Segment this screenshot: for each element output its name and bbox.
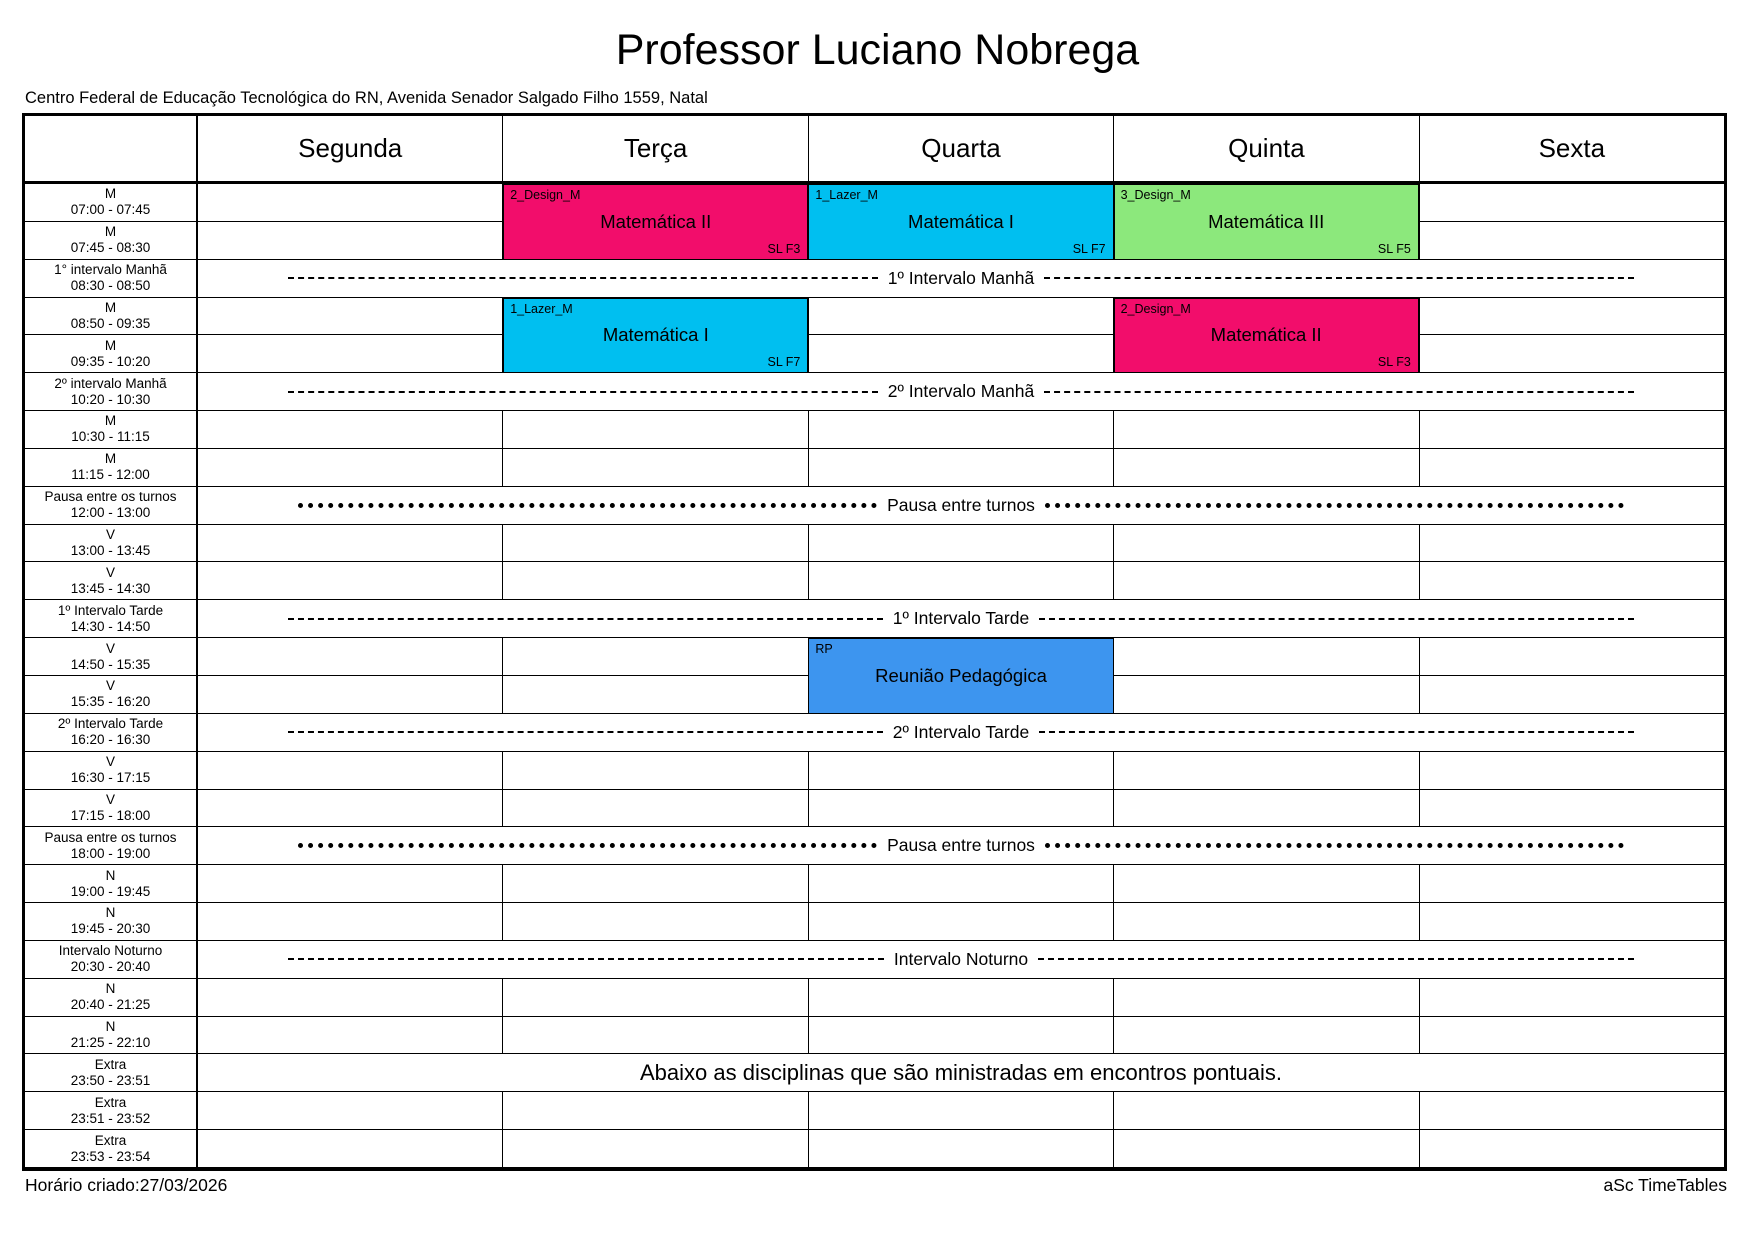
period-time: 10:20 - 10:30 <box>70 391 151 407</box>
leader-line <box>298 843 877 848</box>
time-cell <box>25 487 198 524</box>
interval-band <box>198 827 1724 864</box>
leader-line <box>288 391 878 393</box>
time-cell <box>25 600 198 637</box>
period-label: M <box>104 337 117 353</box>
cell-sexta <box>1420 411 1724 448</box>
lesson-block-matemática-ii <box>1114 298 1419 374</box>
time-cell <box>25 865 198 902</box>
room-label: SL F3 <box>1377 355 1411 370</box>
period-time: 16:20 - 16:30 <box>70 732 151 748</box>
cell-quinta <box>1114 1092 1419 1129</box>
cell-quinta <box>1114 449 1419 486</box>
day-header-terça: Terça <box>503 116 808 181</box>
timetable-row-11 <box>25 600 1724 638</box>
interval-band <box>198 373 1724 410</box>
cell-terça <box>503 449 808 486</box>
period-label: V <box>105 527 115 543</box>
cell-quarta <box>809 411 1114 448</box>
time-cell <box>25 979 198 1016</box>
cell-quarta <box>809 1130 1114 1167</box>
period-time: 14:50 - 15:35 <box>70 656 151 672</box>
cell-quarta <box>809 525 1114 562</box>
cell-quarta <box>809 562 1114 599</box>
time-cell <box>25 941 198 978</box>
cell-segunda <box>198 979 503 1016</box>
time-cell <box>25 638 198 675</box>
time-cell <box>25 1017 198 1054</box>
subject-name: Reunião Pedagógica <box>875 664 1047 686</box>
time-cell <box>25 827 198 864</box>
timetable-row-7 <box>25 449 1724 487</box>
leader-line <box>1039 618 1634 620</box>
leader-line <box>298 503 877 508</box>
period-time: 13:45 - 14:30 <box>70 580 151 596</box>
timetable-row-10 <box>25 562 1724 600</box>
leader-line <box>1045 843 1624 848</box>
timetable-row-14 <box>25 714 1724 752</box>
subject-name: Matemática III <box>1208 210 1325 232</box>
period-label: 1° intervalo Manhã <box>54 262 167 278</box>
class-group-label: RP <box>815 642 833 657</box>
time-cell <box>25 373 198 410</box>
cell-segunda <box>198 638 503 675</box>
period-label: N <box>105 1018 116 1034</box>
page-footer <box>25 1175 1727 1196</box>
cell-segunda <box>198 411 503 448</box>
lesson-block-matemática-iii <box>1114 184 1419 260</box>
period-time: 12:00 - 13:00 <box>70 505 151 521</box>
cell-terça <box>503 1092 808 1129</box>
day-header-quinta: Quinta <box>1114 116 1419 181</box>
cell-terça <box>503 1130 808 1167</box>
day-header-row <box>25 116 1724 184</box>
day-header-quarta: Quarta <box>809 116 1114 181</box>
cell-terça <box>503 562 808 599</box>
cell-segunda <box>198 222 503 259</box>
period-time: 20:40 - 21:25 <box>70 997 151 1013</box>
period-time: 17:15 - 18:00 <box>70 807 151 823</box>
timetable-row-9 <box>25 525 1724 563</box>
period-label: M <box>104 413 117 429</box>
cell-segunda <box>198 298 503 335</box>
cell-terça <box>503 638 808 675</box>
cell-quarta <box>809 449 1114 486</box>
cell-sexta <box>1420 184 1724 221</box>
period-label: N <box>105 905 116 921</box>
time-cell <box>25 714 198 751</box>
time-cell <box>25 1054 198 1091</box>
period-time: 19:00 - 19:45 <box>70 883 151 899</box>
period-time: 08:30 - 08:50 <box>70 278 151 294</box>
timetable-row-3 <box>25 298 1724 336</box>
time-cell <box>25 562 198 599</box>
time-cell <box>25 411 198 448</box>
cell-segunda <box>198 525 503 562</box>
cell-quinta <box>1114 411 1419 448</box>
period-time: 23:50 - 23:51 <box>70 1072 151 1088</box>
cell-terça <box>503 790 808 827</box>
subject-name: Matemática II <box>1210 324 1322 346</box>
timetable-row-24 <box>25 1092 1724 1130</box>
class-group-label: 2_Design_M <box>1120 301 1191 316</box>
cell-segunda <box>198 865 503 902</box>
cell-quarta <box>809 903 1114 940</box>
period-time: 18:00 - 19:00 <box>70 845 151 861</box>
room-label: SL F5 <box>1377 241 1411 256</box>
cell-sexta <box>1420 335 1724 372</box>
cell-segunda <box>198 562 503 599</box>
cell-quinta <box>1114 752 1419 789</box>
period-time: 07:45 - 08:30 <box>70 240 151 256</box>
cell-sexta <box>1420 865 1724 902</box>
class-group-label: 1_Lazer_M <box>815 188 878 202</box>
timetable-row-16 <box>25 790 1724 828</box>
period-label: V <box>105 678 115 694</box>
cell-quinta <box>1114 676 1419 713</box>
period-label: V <box>105 564 115 580</box>
leader-line <box>1045 503 1624 508</box>
cell-segunda <box>198 1092 503 1129</box>
cell-quarta <box>809 298 1114 335</box>
timetable-row-21 <box>25 979 1724 1017</box>
timetable-row-17 <box>25 827 1724 865</box>
timetable-row-15 <box>25 752 1724 790</box>
time-cell <box>25 525 198 562</box>
period-time: 09:35 - 10:20 <box>70 353 151 369</box>
timetable-row-19 <box>25 903 1724 941</box>
lesson-block-reunião-pedagógica <box>808 638 1113 714</box>
timetable-row-8 <box>25 487 1724 525</box>
cell-terça <box>503 752 808 789</box>
cell-quarta <box>809 335 1114 372</box>
period-label: 1º Intervalo Tarde <box>57 602 164 618</box>
interval-band <box>198 487 1724 524</box>
school-address: Centro Federal de Educação Tecnológica do RN, Avenida Senador Salgado Filho 1559, Natal <box>25 89 708 107</box>
day-header-sexta: Sexta <box>1538 133 1606 163</box>
time-cell <box>25 260 198 297</box>
cell-sexta <box>1420 222 1724 259</box>
period-label: 2º intervalo Manhã <box>54 375 167 391</box>
interval-band <box>198 714 1724 751</box>
cell-segunda <box>198 903 503 940</box>
period-label: N <box>105 981 116 997</box>
time-cell <box>25 676 198 713</box>
timetable-row-18 <box>25 865 1724 903</box>
cell-terça <box>503 979 808 1016</box>
period-label: 2º Intervalo Tarde <box>57 716 164 732</box>
leader-line <box>288 731 883 733</box>
leader-line <box>1044 391 1634 393</box>
interval-label: Pausa entre turnos <box>887 494 1035 515</box>
cell-terça <box>503 865 808 902</box>
interval-label: 1º Intervalo Tarde <box>892 608 1030 629</box>
cell-terça <box>503 411 808 448</box>
cell-terça <box>503 903 808 940</box>
timetable-row-25 <box>25 1130 1724 1168</box>
leader-line <box>1039 731 1634 733</box>
cell-terça <box>503 525 808 562</box>
subject-name: Matemática I <box>602 324 709 346</box>
period-label: Extra <box>94 1132 127 1148</box>
time-cell <box>25 184 198 221</box>
period-label: N <box>105 867 116 883</box>
cell-quinta <box>1114 979 1419 1016</box>
cell-quarta <box>809 979 1114 1016</box>
period-time: 23:51 - 23:52 <box>70 1110 151 1126</box>
timetable-row-5 <box>25 373 1724 411</box>
leader-line <box>1044 277 1634 279</box>
room-label: SL F7 <box>1072 241 1106 256</box>
interval-label: 2º Intervalo Tarde <box>892 721 1030 742</box>
cell-sexta <box>1420 1092 1724 1129</box>
time-cell <box>25 298 198 335</box>
period-time: 10:30 - 11:15 <box>71 429 150 445</box>
timetable-row-6 <box>25 411 1724 449</box>
cell-quarta <box>809 1092 1114 1129</box>
cell-quarta <box>809 1017 1114 1054</box>
page-title: Professor Luciano Nobrega <box>615 26 1140 74</box>
period-label: M <box>104 299 117 315</box>
cell-quinta <box>1114 865 1419 902</box>
period-label: Pausa entre os turnos <box>44 829 177 845</box>
interval-band <box>198 260 1724 297</box>
period-time: 16:30 - 17:15 <box>70 770 151 786</box>
cell-quinta <box>1114 903 1419 940</box>
time-cell <box>25 752 198 789</box>
interval-label: Pausa entre turnos <box>887 835 1035 856</box>
cell-quinta <box>1114 1017 1419 1054</box>
cell-sexta <box>1420 903 1724 940</box>
message-band: Abaixo as disciplinas que são ministradas em encontros pontuais. <box>639 1059 1283 1085</box>
class-group-label: 2_Design_M <box>510 188 581 202</box>
subject-name: Matemática I <box>908 210 1014 232</box>
period-label: Pausa entre os turnos <box>44 489 177 505</box>
time-cell <box>25 790 198 827</box>
cell-sexta <box>1420 1130 1724 1167</box>
cell-sexta <box>1420 676 1724 713</box>
time-cell <box>25 1130 198 1167</box>
timetable-row-4 <box>25 335 1724 373</box>
cell-quarta <box>809 790 1114 827</box>
cell-segunda <box>198 1017 503 1054</box>
interval-label: 2º Intervalo Manhã <box>887 381 1035 402</box>
period-label: M <box>104 451 117 467</box>
cell-sexta <box>1420 525 1724 562</box>
period-label: Extra <box>94 1094 127 1110</box>
cell-quinta <box>1114 790 1419 827</box>
period-time: 23:53 - 23:54 <box>70 1148 151 1164</box>
cell-segunda <box>198 1130 503 1167</box>
cell-quinta <box>1114 562 1419 599</box>
created-date: Horário criado:27/03/2026 <box>25 1175 228 1195</box>
cell-segunda <box>198 449 503 486</box>
time-cell <box>25 222 198 259</box>
cell-sexta <box>1420 298 1724 335</box>
period-time: 20:30 - 20:40 <box>70 959 151 975</box>
cell-quinta <box>1114 638 1419 675</box>
period-label: Extra <box>94 1056 127 1072</box>
cell-sexta <box>1420 449 1724 486</box>
cell-sexta <box>1420 752 1724 789</box>
cell-sexta <box>1420 1017 1724 1054</box>
interval-label: Intervalo Noturno <box>893 948 1029 969</box>
app-name: aSc TimeTables <box>1603 1175 1727 1195</box>
cell-segunda <box>198 752 503 789</box>
timetable-row-20 <box>25 941 1724 979</box>
period-time: 14:30 - 14:50 <box>70 618 151 634</box>
period-time: 21:25 - 22:10 <box>70 1034 151 1050</box>
timetable <box>22 113 1727 1171</box>
timetable-row-23 <box>25 1054 1724 1092</box>
lesson-block-matemática-i <box>503 298 808 374</box>
lesson-block-matemática-ii <box>503 184 808 260</box>
cell-quarta <box>809 752 1114 789</box>
leader-line <box>1038 958 1634 960</box>
timetable-row-22 <box>25 1017 1724 1055</box>
time-cell <box>25 1092 198 1129</box>
time-cell <box>25 335 198 372</box>
period-time: 19:45 - 20:30 <box>70 921 151 937</box>
cell-quarta <box>809 865 1114 902</box>
leader-line <box>288 958 884 960</box>
lesson-block-matemática-i <box>808 184 1113 260</box>
cell-sexta <box>1420 979 1724 1016</box>
cell-segunda <box>198 676 503 713</box>
subject-name: Matemática II <box>600 210 712 232</box>
cell-sexta <box>1420 790 1724 827</box>
period-time: 15:35 - 16:20 <box>70 694 151 710</box>
room-label: SL F7 <box>767 355 801 370</box>
period-time: 11:15 - 12:00 <box>71 467 150 483</box>
period-label: V <box>105 791 115 807</box>
cell-terça <box>503 676 808 713</box>
cell-segunda <box>198 184 503 221</box>
period-label: Intervalo Noturno <box>58 943 163 959</box>
period-time: 08:50 - 09:35 <box>70 315 151 331</box>
cell-terça <box>503 1017 808 1054</box>
day-header-segunda: Segunda <box>198 116 503 181</box>
timetable-row-2 <box>25 260 1724 298</box>
interval-band <box>198 941 1724 978</box>
leader-line <box>288 277 878 279</box>
cell-segunda <box>198 335 503 372</box>
period-label: V <box>105 640 115 656</box>
room-label: SL F3 <box>767 241 801 256</box>
interval-band <box>198 600 1724 637</box>
timetable-body <box>25 184 1724 1168</box>
period-label: V <box>105 754 115 770</box>
time-column-header <box>25 116 198 181</box>
time-cell <box>25 903 198 940</box>
cell-segunda <box>198 790 503 827</box>
cell-quinta <box>1114 525 1419 562</box>
time-cell <box>25 449 198 486</box>
class-group-label: 1_Lazer_M <box>510 301 573 316</box>
cell-sexta <box>1420 638 1724 675</box>
period-time: 13:00 - 13:45 <box>70 543 151 559</box>
class-group-label: 3_Design_M <box>1120 188 1191 202</box>
period-time: 07:00 - 07:45 <box>70 202 151 218</box>
period-label: M <box>104 186 117 202</box>
cell-sexta <box>1420 562 1724 599</box>
interval-label: 1º Intervalo Manhã <box>887 267 1035 288</box>
period-label: M <box>104 224 117 240</box>
cell-quinta <box>1114 1130 1419 1167</box>
leader-line <box>288 618 883 620</box>
